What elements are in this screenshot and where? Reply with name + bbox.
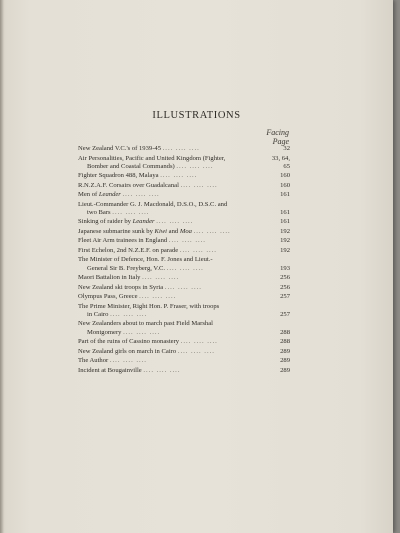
entry-title	[78, 228, 264, 236]
dot-leader: .... .... ....	[122, 191, 160, 199]
entry-page-number: 192	[280, 237, 290, 245]
dot-leader: .... .... ....	[166, 264, 204, 272]
entry-text: Sinking of raider by	[78, 218, 133, 226]
entry-page-number: 193	[280, 264, 290, 272]
dot-leader: .... .... ....	[143, 366, 181, 374]
entry-text-line2: Montgomery	[87, 328, 122, 336]
entry-title	[78, 303, 264, 311]
list-item	[78, 338, 290, 346]
entry-title	[78, 284, 264, 292]
entry-title	[78, 201, 264, 209]
list-item	[78, 303, 290, 319]
dot-leader: .... .... ....	[193, 227, 231, 235]
entry-italic-name: Moa	[179, 227, 192, 235]
entry-title	[78, 237, 264, 245]
entry-page-number: 256	[280, 283, 290, 291]
entry-text: The Prime Minister, Right Hon. P. Fraser, with troops	[78, 302, 220, 310]
entry-text: Fighter Squadron 488, Malaya	[78, 172, 159, 180]
entry-page-number: 160	[280, 172, 290, 180]
spine-shadow	[0, 0, 4, 533]
dot-leader: .... .... ....	[109, 357, 147, 365]
dot-leader: .... .... ....	[142, 274, 180, 282]
entry-text: Maori Battalion in Italy	[78, 274, 141, 282]
entry-title	[78, 338, 264, 346]
entry-text: The Author	[78, 357, 109, 365]
list-item	[78, 172, 290, 180]
entry-text: Air Personalities, Pacific and United Kingdom (Fighter,	[78, 154, 226, 162]
entry-page-number: 192	[280, 227, 290, 235]
list-item	[78, 201, 290, 217]
entry-title	[78, 145, 264, 153]
facing-page-column-label	[266, 128, 289, 146]
dot-leader: .... .... ....	[176, 162, 214, 170]
dot-leader: .... .... ....	[177, 347, 215, 355]
entry-title	[78, 293, 264, 301]
entry-page-number: 161	[280, 218, 290, 226]
entry-text: New Zealand ski troops in Syria	[78, 283, 164, 291]
entry-text-continued	[78, 209, 264, 217]
entry-page-number: 161	[280, 191, 290, 199]
entry-italic-name: Kiwi	[154, 227, 168, 235]
entry-title	[78, 191, 264, 199]
list-item	[78, 357, 290, 365]
dot-leader: .... .... ....	[139, 293, 177, 301]
dot-leader: .... .... ....	[156, 218, 194, 226]
dot-leader: .... .... ....	[160, 172, 198, 180]
list-item	[78, 155, 290, 171]
dot-leader: .... .... ....	[179, 246, 217, 254]
list-item	[78, 320, 290, 336]
entry-text: R.N.Z.A.F. Corsairs over Guadalcanal	[78, 181, 179, 189]
entry-page-number: 160	[280, 181, 290, 189]
entry-text: Lieut.-Commander G. J. Macdonald, D.S.O., D.S.C. and	[78, 200, 228, 208]
dot-leader: .... .... ....	[162, 145, 200, 152]
entry-title	[78, 348, 264, 356]
entry-text: New Zealand girls on march in Cairo	[78, 347, 177, 355]
entry-text-continued	[78, 163, 264, 171]
dot-leader: .... .... ....	[112, 208, 150, 216]
page-heading: ILLUSTRATIONS	[152, 110, 241, 121]
entry-page-number: 289	[280, 357, 290, 365]
facing-label-line1: Facing	[266, 128, 289, 137]
entry-page-number: 257	[280, 310, 290, 318]
entry-italic-name: Leander	[132, 218, 155, 226]
list-item	[78, 228, 290, 236]
entry-title	[78, 155, 264, 163]
entry-title	[78, 247, 264, 255]
dot-leader: .... .... ....	[123, 328, 161, 336]
list-item	[78, 274, 290, 282]
entry-title	[78, 357, 264, 365]
list-item	[78, 247, 290, 255]
entry-title	[78, 172, 264, 180]
entry-page-number: 289	[280, 347, 290, 355]
entry-italic-name: Leander	[98, 191, 121, 199]
list-item	[78, 182, 290, 190]
entry-text: New Zealanders about to march past Field Marshal	[78, 320, 213, 328]
entry-text-continued	[78, 311, 264, 319]
entry-text-line2: General Sir B. Freyberg, V.C.	[87, 264, 166, 272]
entry-title	[78, 367, 264, 375]
entry-title	[78, 256, 264, 264]
entry-page-number: 289	[280, 366, 290, 374]
entry-text-line2: in Cairo	[87, 310, 109, 318]
dot-leader: .... .... ....	[180, 181, 218, 189]
dot-leader: .... .... ....	[110, 310, 148, 318]
list-item	[78, 348, 290, 356]
entry-page-number: 257	[280, 293, 290, 301]
entry-title	[78, 182, 264, 190]
entry-text-continued	[78, 265, 264, 273]
entry-text: Fleet Air Arm trainees in England	[78, 237, 168, 245]
entry-page-number: 33, 64, 65	[271, 154, 290, 170]
entry-text-line2: two Bars	[87, 208, 111, 216]
list-item	[78, 293, 290, 301]
dot-leader: .... .... ....	[180, 338, 218, 346]
entry-text: Japanese submarine sunk by	[78, 227, 155, 235]
entry-text: Incident at Bougainville	[78, 366, 142, 374]
entry-text-mid: and	[167, 227, 180, 235]
entry-text: The Minister of Defence, Hon. F. Jones and Lieut.-	[78, 256, 213, 264]
entry-text: Part of the ruins of Cassino monastery	[78, 338, 180, 346]
facing-label-line2: Page	[272, 137, 289, 146]
entry-title	[78, 274, 264, 282]
entry-text-line2: Bomber and Coastal Commands)	[87, 162, 175, 170]
entry-title	[78, 218, 264, 226]
entry-page-number: 161	[280, 208, 290, 216]
entry-page-number: 32	[283, 145, 290, 152]
list-item	[78, 191, 290, 199]
entry-text: Olympus Pass, Greece	[78, 293, 138, 301]
entry-text-continued	[78, 329, 264, 337]
entry-text: New Zealand V.C.'s of 1939-45	[78, 145, 161, 152]
list-item	[78, 145, 290, 153]
entry-page-number: 192	[280, 246, 290, 254]
entry-page-number: 256	[280, 274, 290, 282]
illustrations-list	[78, 145, 290, 376]
list-item	[78, 237, 290, 245]
entry-page-number: 288	[280, 328, 290, 336]
list-item	[78, 367, 290, 375]
entry-text: Men of	[78, 191, 99, 199]
list-item	[78, 284, 290, 292]
dot-leader: .... .... ....	[164, 283, 202, 291]
dot-leader: .... .... ....	[168, 237, 206, 245]
entry-title	[78, 320, 264, 328]
entry-page-number: 288	[280, 338, 290, 346]
list-item	[78, 256, 290, 272]
list-item	[78, 218, 290, 226]
entry-text: First Echelon, 2nd N.Z.E.F. on parade	[78, 246, 179, 254]
